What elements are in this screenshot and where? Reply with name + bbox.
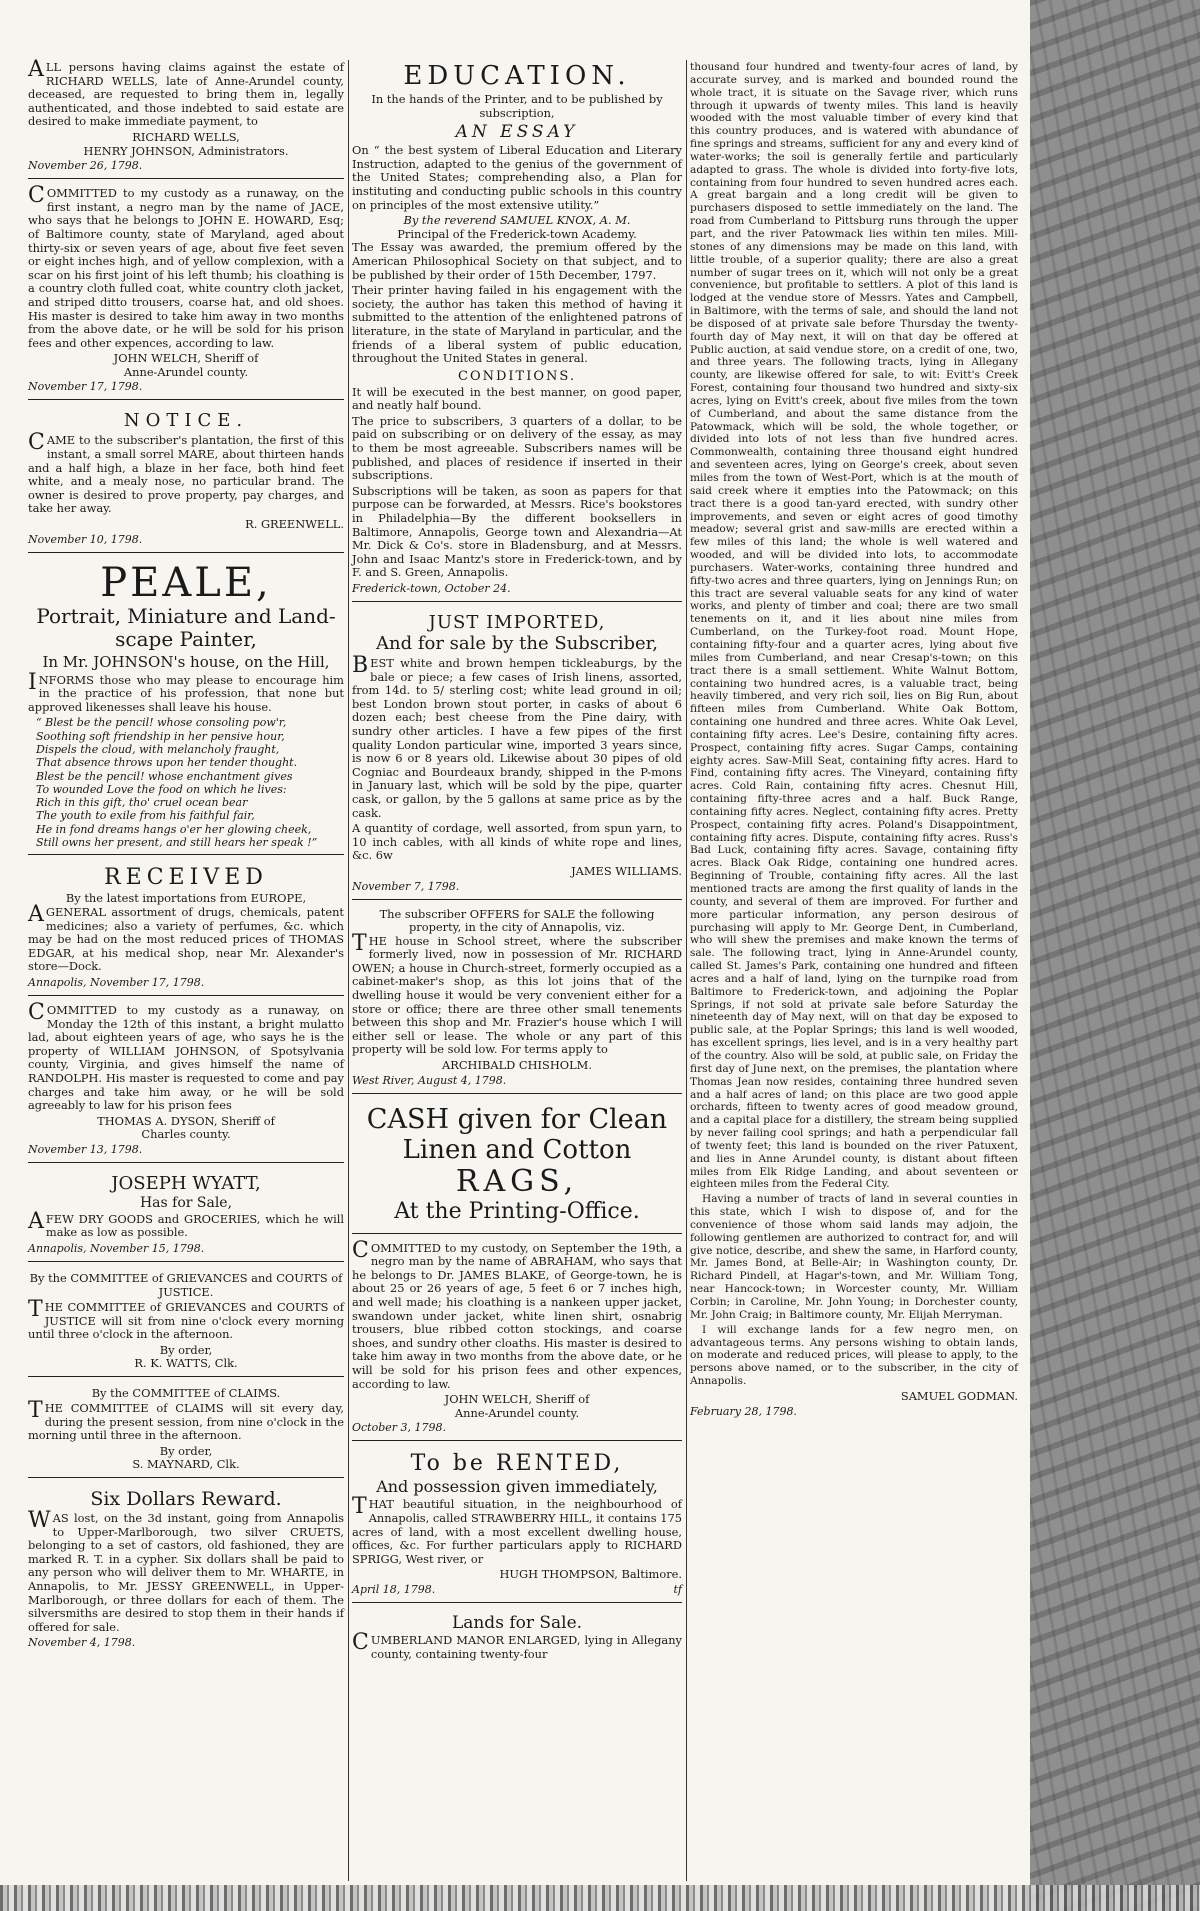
verse-line: To wounded Love the food on which he lives: xyxy=(36,782,287,796)
ad-body: thousand four hundred and twenty-four acres of land, by accurate survey, and is marked and bounded round the whole tract, it is situate on the Savage river, which runs through it upwards of twenty miles. This land is heavily wooded with the most valuable timber of every kind that this country produces, and is watered with abundance of fine springs and streams, sufficient for any and every kind of water-works; the soil is generally fertile and particularly adapted to grass. The whole is divided into forty-five lots, containing from four hundred to seven hundred acres each. A great bargain and a long credit will be given to purchasers disposed to settle immediately on the land. The road from Cumberland to Pittsburg runs through the upper part, and the river Patowmack lies within ten miles. Mill-stones of any dimensions may be made on this land, with little trouble, of a superior quality; there are also a great number of sugar trees on it, which will not only be a great convenience, but profitable to settlers. A plot of this land is lodged at the vendue store of Messrs. Yates and Campbell, in Baltimore, with the terms of sale, and should the land not be disposed of at private sale before Thursday the twenty-fourth day of May next, it will on that day be offered at Public auction, at said vendue store, on a credit of one, two, and three years. The following tracts, lying in Allegany county, are likewise offered for sale, to wit: Evitt's Creek Forest, containing four thousand two hundred and sixty-six acres, lying on Evitt's creek, about five miles from the town of Cumberland, and about the same distance from the Patowmack, which will be sold, the whole together, or divided into lots of not less than five hundred acres. Commonwealth, containing three thousand eight hundred and seventeen acres, lying on George's creek, about seven miles from the town of West-Port, which is at the mouth of said creek where it empties into the Patowmack; on this tract there is a good tan-yard erected, with sundry other improvements, and seven or eight acres of good timothy meadow; several grist and saw-mills are erected within a few miles of this land; the whole is well watered and wooded, and will be divided into lots, to accommodate purchasers. Water-works, containing three hundred and fifty-two acres and three quarters, lying on Jennings Run; on this tract are several valuable seats for any kind of water works, and plenty of timber and coal; there are two small tenements on it, and it lies about nine miles from Cumberland, on the Turkey-foot road. Mount Hope, containing fifty-four and a quarter acres, lying about five miles from Cumberland, and near Cresap's-town; on this tract there is a small settlement. White Walnut Bottom, containing two hundred acres, is a valuable tract, being heavily timbered, and very rich soil, lies on Big Run, about fifteen miles from Cumberland. White Oak Bottom, containing one hundred and three acres. White Oak Level, containing fifty acres. Lee's Desire, containing fifty acres. Prospect, containing fifty acres. Sugar Camps, containing eighty acres. Saw-Mill Seat, containing fifty acres. Hard to Find, containing fifty acres. The Vineyard, containing fifty acres. Cold Rain, containing fifty acres. Chesnut Hill, containing fifty-three acres and a half. Buck Range, containing fifty acres. Neglect, containing fifty acres. Pretty Prospect, containing fifty acres. Poland's Disappointment, containing fifty acres. Dispute, containing fifty acres. Russ's Bad Luck, containing fifty acres. Savage, containing fifty acres. Black Oak Ridge, containing one hundred acres. Beginning of Trouble, containing fifty acres. All the last mentioned tracts are among the first quality of lands in the county, and several of them are improved. For further and more particular information, any person desirous of purchasing will apply to Mr. George Dent, in Cumberland, who will shew the premises and make known the terms of sale. The following tract, lying in Anne-Arundel county, called St. James's Park, containing one hundred and fifteen acres and a half of land, lying on the turnpike road from Baltimore to Frederick-town, and adjoining the Poplar Springs, if not sold at private sale before Saturday the nineteenth day of May next, will on that day be exposed to public sale, at the Poplar Springs; this land is well wooded, has excellent springs, lies level, and is in a very healthy part of the country. Also will be sold, at public sale, on Friday the first day of June next, on the premises, the plantation where Thomas Jean now resides, containing three hundred seven and a half acres of land; on this place are two good apple orchards, fifteen to twenty acres of good meadow ground, and a capital place for a distillery, the stream being supplied by never failing cool springs; and hath a perpendicular fall of twenty feet; this land is bounded on the river Patuxent, and lies in Anne Arundel county, is distant about fifteen miles from Elk Ridge Landing, and about seventeen or eighteen miles from the Federal City. xyxy=(690,61,1018,1191)
condition-text: The price to subscribers, 3 quarters of a dollar, to be paid on subscribing or on delivery of the essay, as may to them be most agreeable. Subscribers names will be published, and places of residence if inserted in their subscriptions. xyxy=(352,413,682,483)
runaway-notice-abraham xyxy=(352,1239,682,1442)
ad-body-text: A quantity of cordage, well assorted, from spun yarn, to 10 inch cables, with all kinds of white rope and lines, &c. xyxy=(352,821,682,863)
signature: ARCHIBALD CHISHOLM. xyxy=(442,1058,592,1073)
ad-subheading: And possession given immediately, xyxy=(376,1477,658,1497)
wyatt-goods-ad xyxy=(28,1168,344,1262)
column-1 xyxy=(28,58,344,1660)
committee-grievances-notice xyxy=(28,1267,344,1377)
ad-subheading: And for sale by the Subscriber, xyxy=(375,633,659,654)
dateline: November 7, 1798. xyxy=(352,879,460,893)
dateline-row xyxy=(352,1583,682,1596)
ad-body: INFORMS those who may please to encourage him in the practice of his profession, that none but approved likenesses shall leave his house. xyxy=(28,669,344,714)
ad-body: ALL persons having claims against the estate of RICHARD WELLS, late of Anne-Arundel county, deceased, are requested to bring them in, legally authenticated, and those indebted to said estate are desired to make immediate payment, to xyxy=(28,57,344,129)
ad-body: COMMITTED to my custody as a runaway, on Monday the 12th of this instant, a bright mulatto lad, about eighteen years of age, who says he is the property of WILLIAM JOHNSON, of Spotsylvania county, Virginia, and gives himself the name of RANDOLPH. His master is requested to come and pay charges and take him away, or he will be sold agreeably to law for his prison fees xyxy=(28,999,344,1113)
dateline: February 28, 1798. xyxy=(690,1404,797,1418)
ad-body: I will exchange lands for a few negro men, on advantageous terms. Any persons wishing to obtain lands, on moderate and reduced prices, will please to apply, to the persons above named, or to the subscriber, in the city of Annapolis. xyxy=(690,1323,1018,1388)
ad-body: COMMITTED to my custody, on September the 19th, a negro man by the name of ABRAHAM, who says that he belongs to Dr. JAMES BLAKE, of George-town, he is about 25 or 26 years of age, 5 feet 6 or 7 inches high, and well made; his cloathing is a nankeen upper jacket, swandown under jacket, white linen shirt, osnabrig trousers, blue ribbed cotton stockings, and coarse shoes, and sundry other cloaths. His master is desired to take him away in two months from the above date, or he will be sold for his prison fees and other expences, according to law. xyxy=(352,1237,682,1391)
dateline: April 18, 1798. xyxy=(352,1582,436,1596)
verse-line: Rich in this gift, tho' cruel ocean bear xyxy=(36,796,248,810)
dateline: November 17, 1798. xyxy=(28,380,143,394)
ad-subheading: scape Painter, xyxy=(115,626,257,651)
chisholm-property-ad xyxy=(352,905,682,1094)
ad-heading: EDUCATION. xyxy=(403,61,631,91)
dateline: Annapolis, November 17, 1798. xyxy=(28,975,205,989)
ad-subheading: Has for Sale, xyxy=(139,1194,233,1211)
ad-body: The Essay was awarded, the premium offered by the American Philosophical Society on that subject, and to be published by their order of 15th December, 1797. xyxy=(352,240,682,282)
ad-heading: CASH given for Clean xyxy=(366,1103,668,1135)
ad-heading-line: Linen and Cotton xyxy=(402,1134,632,1165)
runaway-notice-jace xyxy=(28,184,344,400)
ad-heading: By the COMMITTEE of CLAIMS. xyxy=(91,1386,281,1401)
verse-line: Dispels the cloud, with melancholy fraught, xyxy=(36,743,280,756)
ad-location: In Mr. JOHNSON's house, on the Hill, xyxy=(42,652,330,671)
order-line: By order, xyxy=(159,1443,213,1458)
dateline: October 3, 1798. xyxy=(352,1421,447,1435)
verse-line: Still owns her present, and still hears her speak !” xyxy=(36,836,318,850)
column-3 xyxy=(690,58,1018,1429)
conditions-heading: CONDITIONS. xyxy=(458,368,576,384)
ad-body: AGENERAL assortment of drugs, chemicals, patent medicines; also a variety of perfumes, &c. which may be had on the most reduced prices of THOMAS EDGAR, at his medical shop, near Mr. Alexander's store—Dock. xyxy=(28,901,344,974)
ad-heading: PEALE, xyxy=(100,559,272,606)
insertion-mark: 6w xyxy=(375,848,393,863)
ad-heading: JUST IMPORTED, xyxy=(428,612,606,633)
dateline: Frederick-town, October 24. xyxy=(352,582,511,595)
signature: JOHN WELCH, Sheriff of xyxy=(113,351,259,366)
essay-title: AN ESSAY xyxy=(455,122,579,143)
received-drugs-ad xyxy=(28,860,344,996)
signature: S. MAYNARD, Clk. xyxy=(132,1457,240,1472)
verse-line: That absence throws upon her tender thought. xyxy=(36,756,298,770)
ad-heading: NOTICE. xyxy=(123,410,249,432)
signature: HUGH THOMPSON, Baltimore. xyxy=(499,1567,682,1582)
ad-body: On “ the best system of Liberal Education and Literary Instruction, adapted to the genius of the government of the United States; comprehending also, a Plan for instituting and conducting public schools in this country on principles of the most extensive utility.” xyxy=(352,143,682,212)
dateline: Annapolis, November 15, 1798. xyxy=(28,1242,205,1256)
signature-block xyxy=(28,131,344,145)
signature: JOHN WELCH, Sheriff of xyxy=(444,1392,590,1407)
dateline: November 4, 1798. xyxy=(28,1636,136,1650)
committee-claims-notice xyxy=(28,1382,344,1478)
column-2 xyxy=(352,58,682,1673)
ad-body: AFEW DRY GOODS and GROCERIES, which he will make as low as possible. xyxy=(28,1208,344,1240)
dateline: West River, August 4, 1798. xyxy=(352,1073,507,1087)
ad-subheading: Portrait, Miniature and Land- xyxy=(36,603,336,628)
dateline: November 10, 1798. xyxy=(28,532,143,546)
ad-subheading: By the latest importations from EUROPE, xyxy=(65,891,307,906)
just-imported-ad xyxy=(352,607,682,900)
condition-text: Subscriptions will be taken, as soon as papers for that purpose can be forwarded, at Messrs. Rice's bookstores in Philadelphia—By the different booksellers in Baltimore, Annapolis, George town and Alexandria—At Mr. Dick & Co's. store in Bladensburg, and at Messrs. John and Isaac Mantz's store in Frederick-town, and by F. and S. Green, Annapolis. xyxy=(352,483,682,580)
signature-county: Anne-Arundel county. xyxy=(454,1405,580,1420)
cash-for-rags-ad xyxy=(352,1099,682,1234)
dateline: November 26, 1798. xyxy=(28,159,143,173)
ad-heading: Lands for Sale. xyxy=(451,1612,583,1633)
ad-heading: By the COMMITTEE of GRIEVANCES and COURTS of JUSTICE. xyxy=(29,1271,343,1300)
ad-body: THE COMMITTEE of GRIEVANCES and COURTS of JUSTICE will sit from nine o'clock every morning until three o'clock in the afternoon. xyxy=(28,1297,344,1342)
signature: HENRY JOHNSON, xyxy=(83,143,195,158)
ad-body: CUMBERLAND MANOR ENLARGED, lying in Allegany county, containing twenty-four xyxy=(352,1629,682,1661)
signature: JAMES WILLIAMS. xyxy=(571,863,682,878)
signature-block xyxy=(28,145,344,159)
ad-body: COMMITTED to my custody as a runaway, on the first instant, a negro man by the name of JACE, who says that he belongs to JOHN E. HOWARD, Esq; of Baltimore county, state of Maryland, aged about thirty-six or seven years of age, about five feet seven or eight inches high, and of yellow complexion, with a scar on his first joint of his left thumb; his cloathing is a country cloth fulled coat, white country cloth jacket, and striped ditto trousers, coarse hat, and old shoes. His master is desired to take him away in two months from the above date, or he will be sold for his prison fees and other expences, according to law. xyxy=(28,183,344,350)
ad-heading-line: RAGS, xyxy=(455,1163,579,1199)
ad-body: Their printer having failed in his engagement with the society, the author has taken this method of having it submitted to the attention of the enlightened patrons of literature, in the state of Maryland in particular, and the friends of a liberal system of public education, throughout the United States in general. xyxy=(352,283,682,366)
verse-line: Blest be the pencil! whose enchantment gives xyxy=(36,769,293,783)
ad-body: THE house in School street, where the subscriber formerly lived, now in possession of Mr. RICHARD OWEN; a house in Church-street, formerly occupied as a cabinet-maker's shop, as this lot joins that of the dwelling house it would be very convenient either for a store or office; there are three other small tenements between this shop and Mr. Frazier's house which I will either sell or lease. The whole or any part of this property will be sold low. For terms apply to xyxy=(352,930,682,1057)
signature-county: Anne-Arundel county. xyxy=(123,364,249,379)
runaway-notice-randolph xyxy=(28,1001,344,1163)
to-be-rented-ad xyxy=(352,1446,682,1603)
stray-mare-notice xyxy=(28,405,344,552)
ad-intro: The subscriber OFFERS for SALE the following property, in the city of Annapolis, viz. xyxy=(379,906,655,935)
lands-for-sale-ad xyxy=(352,1608,682,1668)
ad-body: CAME to the subscriber's plantation, the first of this instant, a small sorrel MARE, about thirteen hands and a half high, a blaze in her face, both hind feet white, and a mealy nose, no particular brand. The owner is desired to prove property, pay charges, and take her away. xyxy=(28,430,344,516)
ad-subheading: In the hands of the Printer, and to be published by subscription, xyxy=(371,92,663,120)
verse-line: “ Blest be the pencil! whose consoling pow'r, xyxy=(36,716,287,730)
ad-heading: To be RENTED, xyxy=(410,1451,624,1477)
ad-heading-line: At the Printing-Office. xyxy=(394,1198,640,1224)
six-dollars-reward-ad xyxy=(28,1483,344,1655)
scan-binding-margin xyxy=(1030,0,1200,1911)
verse-line: He in fond dreams hangs o'er her glowing cheek, xyxy=(36,822,312,836)
insertion-mark: tf xyxy=(673,1582,682,1596)
ad-body xyxy=(352,822,682,863)
wells-estate-notice xyxy=(28,58,344,179)
ad-heading: JOSEPH WYATT, xyxy=(111,1172,261,1194)
ad-body: Having a number of tracts of land in several counties in this state, which I wish to dispose of, and for the convenience of those whom said lands may adjoin, the following gentlemen are authorized to contract for, and will give notice, describe, and shew the same, in Harford county, Mr. James Bond, at Belle-Air; in Washington county, Dr. Richard Pindell, at Hagar's-town, and Mr. William Tong, near Hancock-town; in Worcester county, Mr. William Corbin; in Caroline, Mr. John Young; in Dorchester county, Mr. John Craig; in Baltimore county, Mr. Elijah Merryman. xyxy=(690,1193,1018,1321)
ad-body: THAT beautiful situation, in the neighbourhood of Annapolis, called STRAWBERRY HILL, it contains 175 acres of land, with a most excellent dwelling house, offices, &c. For further particulars apply to RICHARD SPRIGG, West river, or xyxy=(352,1494,682,1566)
scan-bottom-edge xyxy=(0,1885,1200,1911)
ad-body: BEST white and brown hempen tickleaburgs, by the bale or piece; a few cases of Irish linens, assorted, from 14d. to 5/ sterling cost; white lead ground in oil; best London brown stout porter, in casks of about 6 dozen each; best cheese from the Pine dairy, with sundry other articles. I have a few pipes of the first quality London particular wine, imported 3 years since, is now 6 or 8 years old. Likewise about 30 pipes of old Cogniac and Bourdeaux brandy, shipped in the P-mons in January last, which will be sold by the pipe, quarter cask, or gallon, by the 5 gallons at same price as by the cask. xyxy=(352,653,682,820)
ad-heading: RECEIVED xyxy=(104,865,268,891)
verse-line: The youth to exile from his faithful fair, xyxy=(36,809,255,823)
column-rule xyxy=(686,60,687,1881)
education-essay-ad xyxy=(352,58,682,602)
author-title: Principal of the Frederick-town Academy. xyxy=(397,226,637,241)
order-line: By order, xyxy=(159,1342,213,1357)
ad-heading: Six Dollars Reward. xyxy=(90,1488,282,1510)
signature: THOMAS A. DYSON, Sheriff of xyxy=(97,1113,275,1128)
peale-painter-ad xyxy=(28,558,344,856)
author-line: By the reverend SAMUEL KNOX, A. M. xyxy=(403,213,631,228)
signature: RICHARD WELLS, xyxy=(132,129,240,144)
dateline: November 13, 1798. xyxy=(28,1142,143,1156)
signature: R. K. WATTS, Clk. xyxy=(134,1356,238,1371)
signature: R. GREENWELL. xyxy=(245,517,344,532)
condition-text: It will be executed in the best manner, on good paper, and neatly half bound. xyxy=(352,384,682,413)
ad-body: WAS lost, on the 3d instant, going from Annapolis to Upper-Marlborough, two silver CRUETS, belonging to a set of castors, old fashioned, they are marked R. T. in a cypher. Six dollars shall be paid to any person who will deliver them to Mr. WHARTE, in Annapolis, to Mr. JESSY GREENWELL, in Upper-Marlborough, or three dollars for each of them. The silversmiths are desired to stop them in their hands if offered for sale. xyxy=(28,1508,344,1634)
signature-county: Charles county. xyxy=(141,1127,231,1142)
verse-line: Soothing soft friendship in her pensive hour, xyxy=(36,729,285,743)
lands-for-sale-continued xyxy=(690,58,1018,1424)
signature-role: Administrators. xyxy=(198,143,289,158)
signature: SAMUEL GODMAN. xyxy=(900,1388,1018,1403)
column-rule xyxy=(348,60,349,1881)
ad-body: THE COMMITTEE of CLAIMS will sit every day, during the present session, from nine o'clock in the morning until three in the afternoon. xyxy=(28,1398,344,1443)
